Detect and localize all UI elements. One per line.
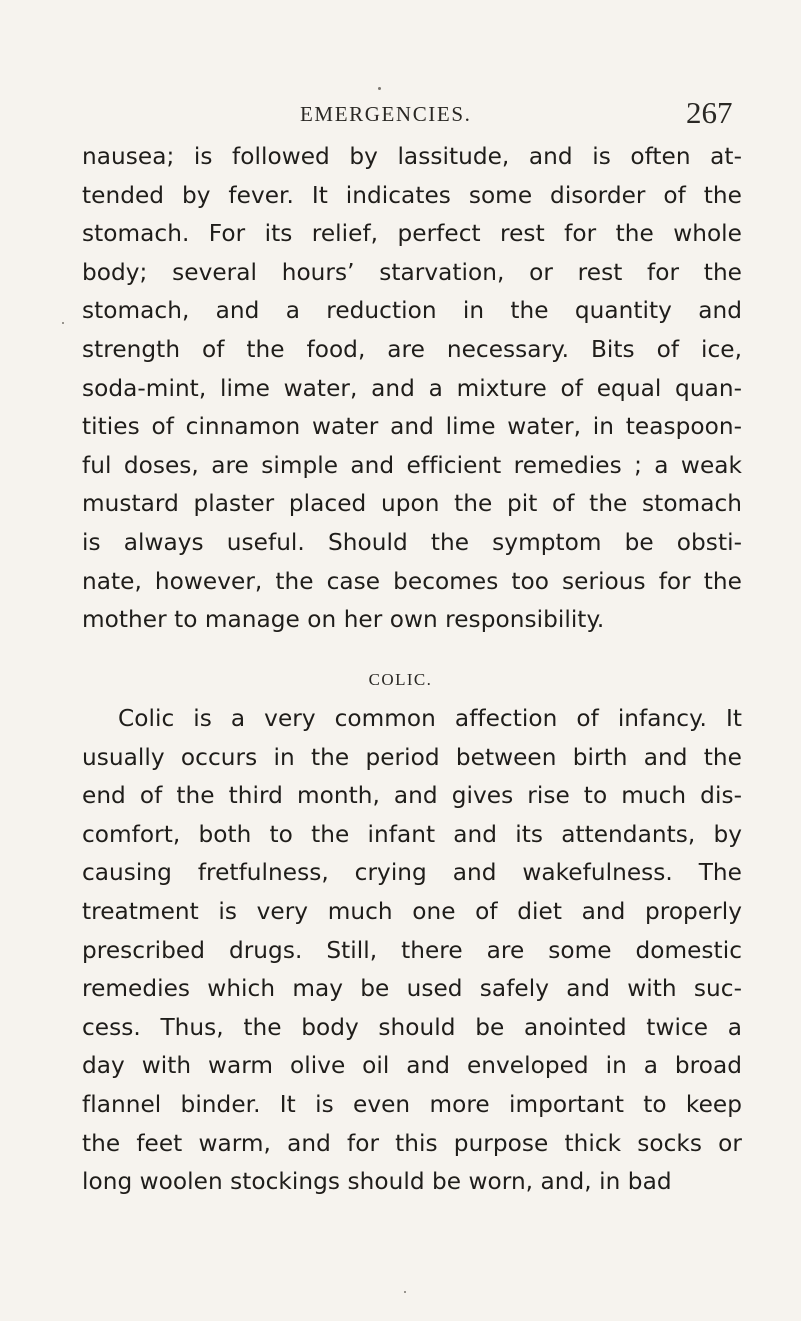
- page-number: 267: [686, 95, 733, 130]
- text-line: comfort, both to the infant and its attendants, by: [82, 820, 742, 848]
- text-line: mustard plaster placed upon the pit of the stomach: [82, 490, 742, 518]
- text-line: ful doses, are simple and efficient remedies ; a weak: [82, 451, 742, 479]
- text-line: treatment is very much one of diet and properly: [82, 897, 742, 925]
- text-line: Colic is a very common affection of infancy. It: [118, 705, 742, 732]
- text-line: tities of cinnamon water and lime water, in teaspoon-: [82, 413, 742, 441]
- section-heading-colic: COLIC.: [368, 670, 433, 689]
- text-line: remedies which may be used safely and with suc-: [82, 975, 742, 1003]
- text-line: end of the third month, and gives rise to much dis-: [82, 782, 742, 810]
- paper-speck: [404, 1291, 406, 1293]
- text-line: cess. Thus, the body should be anointed twice a: [82, 1013, 742, 1041]
- text-line: nate, however, the case becomes too serious for the: [82, 567, 742, 595]
- text-line: strength of the food, are necessary. Bits of ice,: [82, 335, 742, 363]
- text-line: causing fretfulness, crying and wakefulness. The: [82, 859, 742, 887]
- text-line: flannel binder. It is even more important to keep: [82, 1090, 742, 1118]
- text-line: stomach. For its relief, perfect rest for the whole: [82, 220, 742, 248]
- text-line: usually occurs in the period between birth and the: [82, 743, 742, 771]
- text-line: is always useful. Should the symptom be obsti-: [82, 528, 742, 556]
- text-line: long woolen stockings should be worn, and, in bad: [82, 1168, 672, 1196]
- text-line: prescribed drugs. Still, there are some domestic: [82, 936, 742, 964]
- paragraph-nausea: [82, 138, 742, 640]
- running-head: EMERGENCIES.: [300, 102, 472, 126]
- text-line: the feet warm, and for this purpose thick socks or: [82, 1129, 742, 1157]
- text-line: soda-mint, lime water, and a mixture of equal quan-: [82, 374, 742, 402]
- text-line: nausea; is followed by lassitude, and is often at-: [82, 143, 742, 170]
- text-line: tended by fever. It indicates some disorder of the: [82, 181, 742, 209]
- paper-speck: [62, 322, 64, 324]
- text-line: mother to manage on her own responsibility.: [82, 606, 605, 634]
- text-line: body; several hours’ starvation, or rest for the: [82, 258, 742, 286]
- text-line: stomach, and a reduction in the quantity and: [82, 297, 742, 325]
- paper-speck: [378, 87, 381, 90]
- paragraph-colic: [82, 700, 742, 1202]
- text-line: day with warm olive oil and enveloped in a broad: [82, 1052, 742, 1080]
